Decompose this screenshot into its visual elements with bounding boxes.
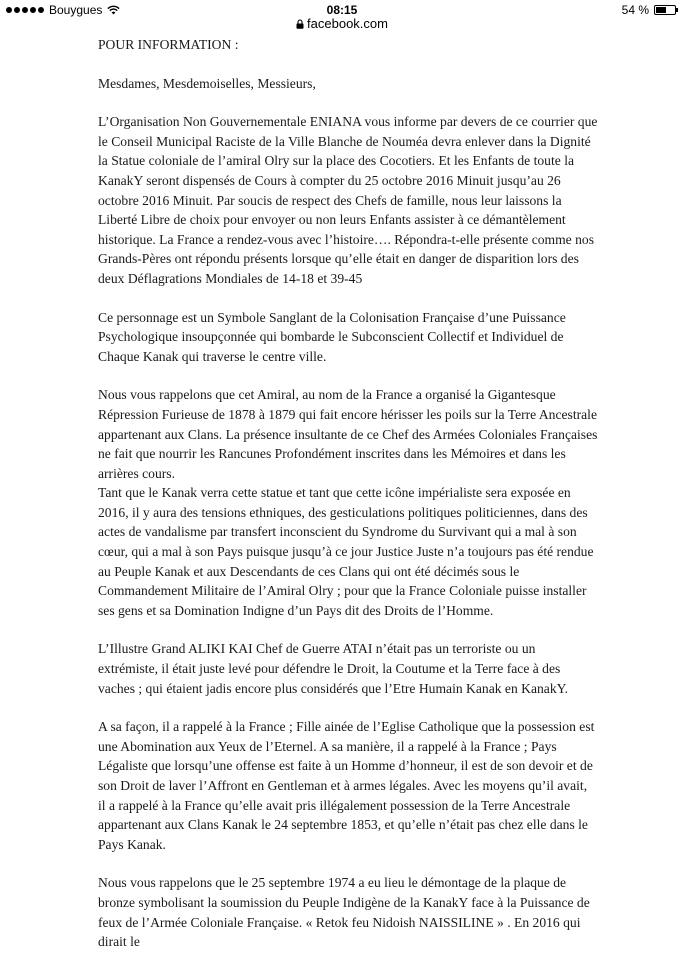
article-paragraph: Tant que le Kanak verra cette statue et tant que cette icône impérialiste sera exposée en 2016, il y aura des tensions ethniques, des gesticulations politiques politiciennes, dans des actes de vandalisme par transfert inconscient du Syndrome du Survivant qui a mal à son cœur, qui a mal à son Pays puisque jusqu’à ce jour Justice Juste n’a toujours pas été rendue au Peuple Kanak et aux Descendants de ces Clans qui ont été décimés sous le Commandement Militaire de l’Amiral Olry ; pour que la France Coloniale puisse installer ses gens et sa Domination Indigne d’un Pays dit des Droits de l’Homme. <box>98 485 594 618</box>
battery-percentage: 54 % <box>621 3 649 17</box>
article-paragraph: Nous vous rappelons que cet Amiral, au nom de la France a organisé la Gigantesque Répression Furieuse de 1878 à 1879 qui fait encore hérisser les poils sur la Terre Ancestrale appartenant aux Clans. La présence insultante de ce Chef des Armées Coloniales Françaises ne fait que nourrir les Rancunes Profondément inscrites dans les Mémoires et dans les arrières cours. <box>98 387 598 481</box>
article-heading: POUR INFORMATION : <box>98 37 239 52</box>
url-bar[interactable] <box>0 16 684 36</box>
url-domain[interactable]: facebook.com <box>307 16 388 31</box>
battery-fill <box>656 7 666 13</box>
article-paragraph: A sa façon, il a rappelé à la France ; Fille ainée de l’Eglise Catholique que la possession est une Abomination aux Yeux de l’Eternel. A sa manière, il a rappelé à la France ; Pays Légaliste que lorsqu’une offense est faite à un Homme d’honneur, il est de son devoir et de son Droit de laver l’Affront en Gentleman et à armes légales. Avec les moyens qu’il avait, il a rappelé à la France qu’elle avait pris illégalement possession de la Terre Ancestrale appartenant aux Clans Kanak le 24 septembre 1853, et qu’elle n’était pas chez elle dans le Pays Kanak. <box>98 719 595 852</box>
article-salutation: Mesdames, Mesdemoiselles, Messieurs, <box>98 75 316 91</box>
article-paragraph: Nous vous rappelons que le 25 septembre 1974 a eu lieu le démontage de la plaque de bronze symbolisant la soumission du Peuple Indigène de la KanakY face à la Puissance de feux de l’Armée Coloniale Française. « Retok feu Nidoish NAISSILINE » . En 2016 qui dirait le <box>98 875 590 950</box>
article-paragraph: Ce personnage est un Symbole Sanglant de la Colonisation Française d’une Puissance Psychologique insoupçonnée qui bombarde le Subconscient Collectif et Individuel de Chaque Kanak qui traverse le centre ville. <box>98 309 566 364</box>
carrier-name: Bouygues <box>49 3 103 17</box>
battery-icon <box>654 5 676 15</box>
lock-icon <box>296 19 304 29</box>
article-paragraph: L’Organisation Non Gouvernementale ENIANA vous informe par devers de ce courrier que le Conseil Municipal Raciste de la Ville Blanche de Nouméa devra enlever dans la Dignité la Statue coloniale de l’amiral Olry sur la place des Cocotiers. Et les Enfants de toute la KanakY seront dispensés de Cours à compter du 25 octobre 2016 Minuit jusqu’au 26 octobre 2016 Minuit. Par soucis de respect des Chefs de famille, nous leur laissons la Liberté Libre de choix pour envoyer ou non leurs Enfants assister à ce démantèlement historique. La France a rendez-vous avec l’histoire…. Répondra-t-elle présente comme nos Grands-Pères ont répondu présents lorsque qu’elle était en danger de disparition lors des deux Déflagrations Mondiales de 14-18 et 39-45 <box>98 114 598 286</box>
status-right <box>622 3 676 17</box>
article-content <box>98 35 598 971</box>
status-time: 08:15 <box>326 3 358 17</box>
article-paragraph: L’Illustre Grand ALIKI KAI Chef de Guerre ATAI n’était pas un terroriste ou un extrémiste, il était juste levé pour défendre le Droit, la Coutume et la Terre face à des vaches ; qui étaient jadis encore plus considérés que l’Etre Humain Kanak en KanakY. <box>98 641 569 696</box>
